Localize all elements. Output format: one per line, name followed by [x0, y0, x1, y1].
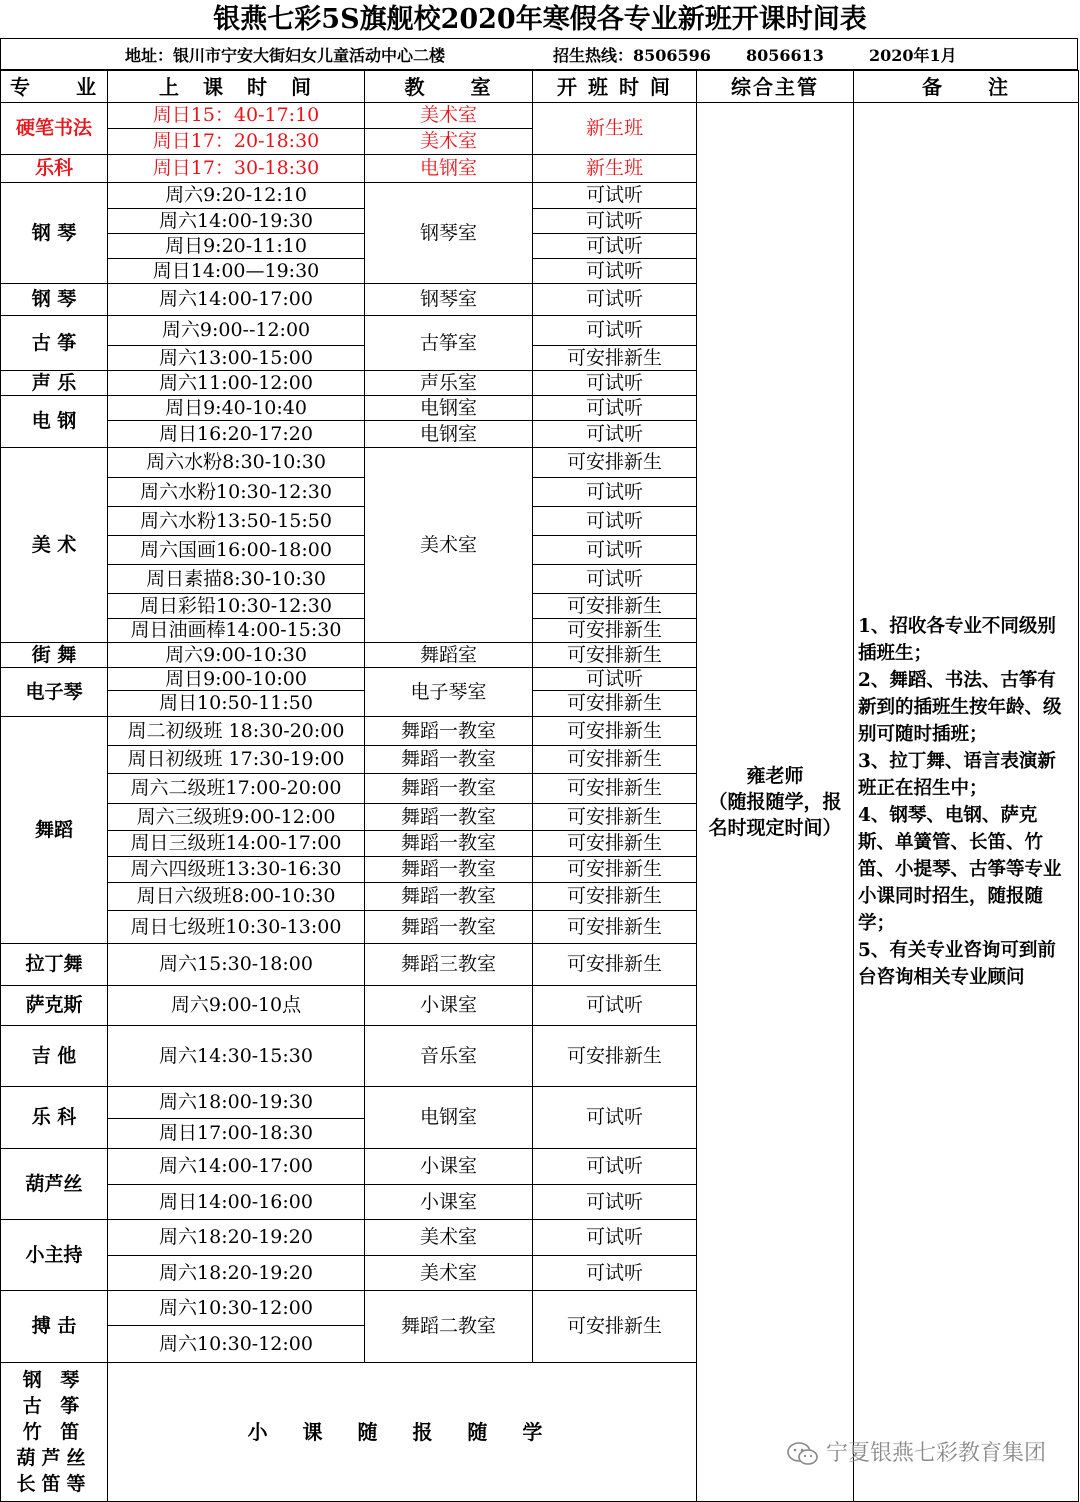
status-cell: 可安排新生	[532, 1025, 697, 1087]
room-cell: 舞蹈室	[364, 642, 533, 668]
room-cell: 电子琴室	[364, 667, 533, 717]
status-cell: 可试听	[532, 477, 697, 507]
time-cell: 周日三级班14:00-17:00	[107, 830, 365, 857]
time-cell: 周日七级班10:30-13:00	[107, 910, 365, 944]
wechat-icon	[786, 1441, 820, 1467]
status-cell: 可试听	[532, 208, 697, 234]
major-cell: 拉丁舞	[0, 943, 108, 986]
time-cell: 周日9:40-10:40	[107, 395, 365, 421]
status-cell: 可安排新生	[532, 593, 697, 619]
time-cell: 周日油画棒14:00-15:30	[107, 618, 365, 643]
room-cell: 美术室	[364, 1219, 533, 1256]
remark-item: 5、有关专业咨询可到前台咨询相关专业顾问	[858, 940, 1056, 988]
status-cell: 新生班	[532, 154, 697, 183]
time-cell: 周六水粉10:30-12:30	[107, 477, 365, 507]
room-cell: 小课室	[364, 1148, 533, 1185]
time-cell: 周六9:20-12:10	[107, 182, 365, 209]
status-cell: 可试听	[532, 1255, 697, 1291]
status-cell: 可安排新生	[532, 910, 697, 944]
time-cell: 周六14:00-17:00	[107, 1148, 365, 1185]
room-cell: 电钢室	[364, 1086, 533, 1149]
time-cell: 周日16:20-17:20	[107, 420, 365, 448]
major-cell: 葫芦丝	[0, 1148, 108, 1220]
header-supervisor: 综合主管	[696, 70, 854, 103]
room-cell: 美术室	[364, 102, 533, 129]
major-cell: 萨克斯	[0, 985, 108, 1026]
time-cell: 周日素描8:30-10:30	[107, 564, 365, 594]
time-cell: 周六11:00-12:00	[107, 370, 365, 396]
room-cell: 小课室	[364, 1184, 533, 1220]
date: 2020年1月	[869, 46, 957, 65]
address: 地址：银川市宁安大街妇女儿童活动中心二楼	[125, 46, 446, 65]
status-cell: 可试听	[532, 283, 697, 316]
time-cell: 周日14:00—19:30	[107, 258, 365, 284]
status-cell: 可安排新生	[532, 803, 697, 831]
watermark	[786, 1436, 1046, 1467]
major-cell: 电 钢	[0, 395, 108, 448]
header-major: 专 业	[0, 70, 108, 103]
status-cell: 可试听	[532, 370, 697, 396]
status-cell: 可试听	[532, 506, 697, 536]
hotline-2: 8056613	[746, 46, 824, 65]
time-cell: 周日14:00-16:00	[107, 1184, 365, 1220]
time-cell: 周日15：40-17:10	[107, 102, 365, 129]
time-cell: 周六国画16:00-18:00	[107, 535, 365, 565]
status-cell: 可试听	[532, 182, 697, 209]
status-cell: 可安排新生	[532, 830, 697, 857]
room-cell: 美术室	[364, 447, 533, 643]
bottom-major-item: 长笛等	[16, 1473, 92, 1495]
status-cell: 可试听	[532, 985, 697, 1026]
room-cell: 音乐室	[364, 1025, 533, 1087]
room-cell: 舞蹈二教室	[364, 1290, 533, 1363]
room-cell: 舞蹈一教室	[364, 716, 533, 746]
status-cell: 可安排新生	[532, 882, 697, 911]
time-cell: 周日10:50-11:50	[107, 690, 365, 717]
room-cell: 电钢室	[364, 420, 533, 448]
time-cell: 周六13:00-15:00	[107, 345, 365, 371]
status-cell: 可试听	[532, 420, 697, 448]
room-cell: 舞蹈一教室	[364, 773, 533, 804]
major-cell: 古 筝	[0, 315, 108, 371]
room-cell: 舞蹈一教室	[364, 803, 533, 831]
major-cell: 钢 琴	[0, 283, 108, 316]
time-cell: 周六四级班13:30-16:30	[107, 856, 365, 883]
status-cell: 可安排新生	[532, 943, 697, 986]
time-cell: 周六10:30-12:00	[107, 1325, 365, 1363]
time-cell: 周六10:30-12:00	[107, 1290, 365, 1326]
room-cell: 舞蹈一教室	[364, 830, 533, 857]
room-cell: 舞蹈一教室	[364, 745, 533, 774]
status-cell: 可试听	[532, 258, 697, 284]
major-cell: 钢 琴	[0, 182, 108, 284]
major-cell: 声 乐	[0, 370, 108, 396]
status-cell: 新生班	[532, 102, 697, 155]
status-cell: 可试听	[532, 535, 697, 565]
major-cell: 街 舞	[0, 642, 108, 668]
bottom-major-item: 葫芦丝	[16, 1447, 92, 1469]
time-cell: 周六9:00-10点	[107, 985, 365, 1026]
remark-item: 4、钢琴、电钢、萨克斯、单簧管、长笛、竹笛、小提琴、古筝等专业小课同时招生，随报随学；	[858, 805, 1062, 934]
supervisor-text: 雍老师 （随报随学，报名时现定时间）	[708, 765, 842, 839]
time-cell: 周六15:30-18:00	[107, 943, 365, 986]
header-status: 开 班 时 间	[532, 70, 697, 103]
status-cell: 可安排新生	[532, 773, 697, 804]
remarks-list	[858, 613, 1074, 991]
room-cell: 舞蹈一教室	[364, 856, 533, 883]
header-time: 上 课 时 间	[107, 70, 365, 103]
remarks-cell	[853, 102, 1079, 1502]
major-cell: 吉 他	[0, 1025, 108, 1087]
time-cell: 周六14:30-15:30	[107, 1025, 365, 1087]
supervisor-cell	[696, 102, 854, 1502]
bottom-major-item: 古 筝	[22, 1395, 86, 1417]
status-cell: 可安排新生	[532, 856, 697, 883]
major-cell: 乐 科	[0, 1086, 108, 1149]
time-cell: 周日17:00-18:30	[107, 1118, 365, 1149]
room-cell: 古筝室	[364, 315, 533, 371]
status-cell: 可试听	[532, 1148, 697, 1185]
room-cell: 舞蹈一教室	[364, 882, 533, 911]
room-cell: 声乐室	[364, 370, 533, 396]
time-cell: 周六三级班9:00-12:00	[107, 803, 365, 831]
status-cell: 可试听	[532, 564, 697, 594]
bottom-major-item: 钢 琴	[22, 1369, 86, 1391]
room-cell: 美术室	[364, 128, 533, 155]
bottom-majors	[0, 1362, 108, 1502]
status-cell: 可试听	[532, 1184, 697, 1220]
bottom-major-item: 竹 笛	[22, 1421, 86, 1443]
status-cell: 可试听	[532, 233, 697, 259]
time-cell: 周日17：30-18:30	[107, 154, 365, 183]
remark-item: 2、舞蹈、书法、古筝有新到的插班生按年龄、级别可随时插班；	[858, 670, 1062, 745]
room-cell: 钢琴室	[364, 182, 533, 284]
header-remark: 备 注	[853, 70, 1079, 103]
time-cell: 周日初级班 17:30-19:00	[107, 745, 365, 774]
time-cell: 周六二级班17:00-20:00	[107, 773, 365, 804]
remark-item: 1、招收各专业不同级别插班生；	[858, 616, 1056, 664]
hotline: 招生热线：8506596	[553, 46, 711, 65]
status-cell: 可安排新生	[532, 1290, 697, 1363]
status-cell: 可试听	[532, 395, 697, 421]
room-cell: 小课室	[364, 985, 533, 1026]
major-cell: 乐科	[0, 154, 108, 183]
time-cell: 周日六级班8:00-10:30	[107, 882, 365, 911]
major-cell: 搏 击	[0, 1290, 108, 1363]
room-cell: 钢琴室	[364, 283, 533, 316]
major-cell: 美 术	[0, 447, 108, 643]
status-cell: 可安排新生	[532, 745, 697, 774]
status-cell: 可安排新生	[532, 642, 697, 668]
room-cell: 舞蹈三教室	[364, 943, 533, 986]
time-cell: 周六14:00-17:00	[107, 283, 365, 316]
major-cell: 硬笔书法	[0, 102, 108, 155]
time-cell: 周二初级班 18:30-20:00	[107, 716, 365, 746]
status-cell: 可安排新生	[532, 716, 697, 746]
status-cell: 可试听	[532, 315, 697, 346]
time-cell: 周六14:00-19:30	[107, 208, 365, 234]
status-cell: 可安排新生	[532, 618, 697, 643]
time-cell: 周日9:00-10:00	[107, 667, 365, 691]
status-cell: 可安排新生	[532, 447, 697, 478]
time-cell: 周六18:20-19:20	[107, 1255, 365, 1291]
major-cell: 电子琴	[0, 667, 108, 717]
page-title: 银燕七彩5S旗舰校2020年寒假各专业新班开课时间表	[213, 4, 867, 35]
time-cell: 周六9:00--12:00	[107, 315, 365, 346]
status-cell: 可试听	[532, 1086, 697, 1149]
status-cell: 可安排新生	[532, 345, 697, 371]
major-cell: 舞蹈	[0, 716, 108, 944]
room-cell: 舞蹈一教室	[364, 910, 533, 944]
time-cell: 周六9:00-10:30	[107, 642, 365, 668]
remark-item: 3、拉丁舞、语言表演新班正在招生中；	[858, 751, 1056, 799]
room-cell: 美术室	[364, 1255, 533, 1291]
time-cell: 周六水粉13:50-15:50	[107, 506, 365, 536]
room-cell: 电钢室	[364, 154, 533, 183]
time-cell: 周六18:00-19:30	[107, 1086, 365, 1119]
time-cell: 周六水粉8:30-10:30	[107, 447, 365, 478]
status-cell: 可安排新生	[532, 690, 697, 717]
watermark-text: 宁夏银燕七彩教育集团	[825, 1441, 1046, 1466]
time-cell: 周日17：20-18:30	[107, 128, 365, 155]
major-cell: 小主持	[0, 1219, 108, 1291]
header-room: 教 室	[364, 70, 533, 103]
time-cell: 周日彩铅10:30-12:30	[107, 593, 365, 619]
status-cell: 可试听	[532, 1219, 697, 1256]
time-cell: 周日9:20-11:10	[107, 233, 365, 259]
bottom-text: 小 课 随 报 随 学	[107, 1362, 697, 1502]
room-cell: 电钢室	[364, 395, 533, 421]
time-cell: 周六18:20-19:20	[107, 1219, 365, 1256]
status-cell: 可试听	[532, 667, 697, 691]
